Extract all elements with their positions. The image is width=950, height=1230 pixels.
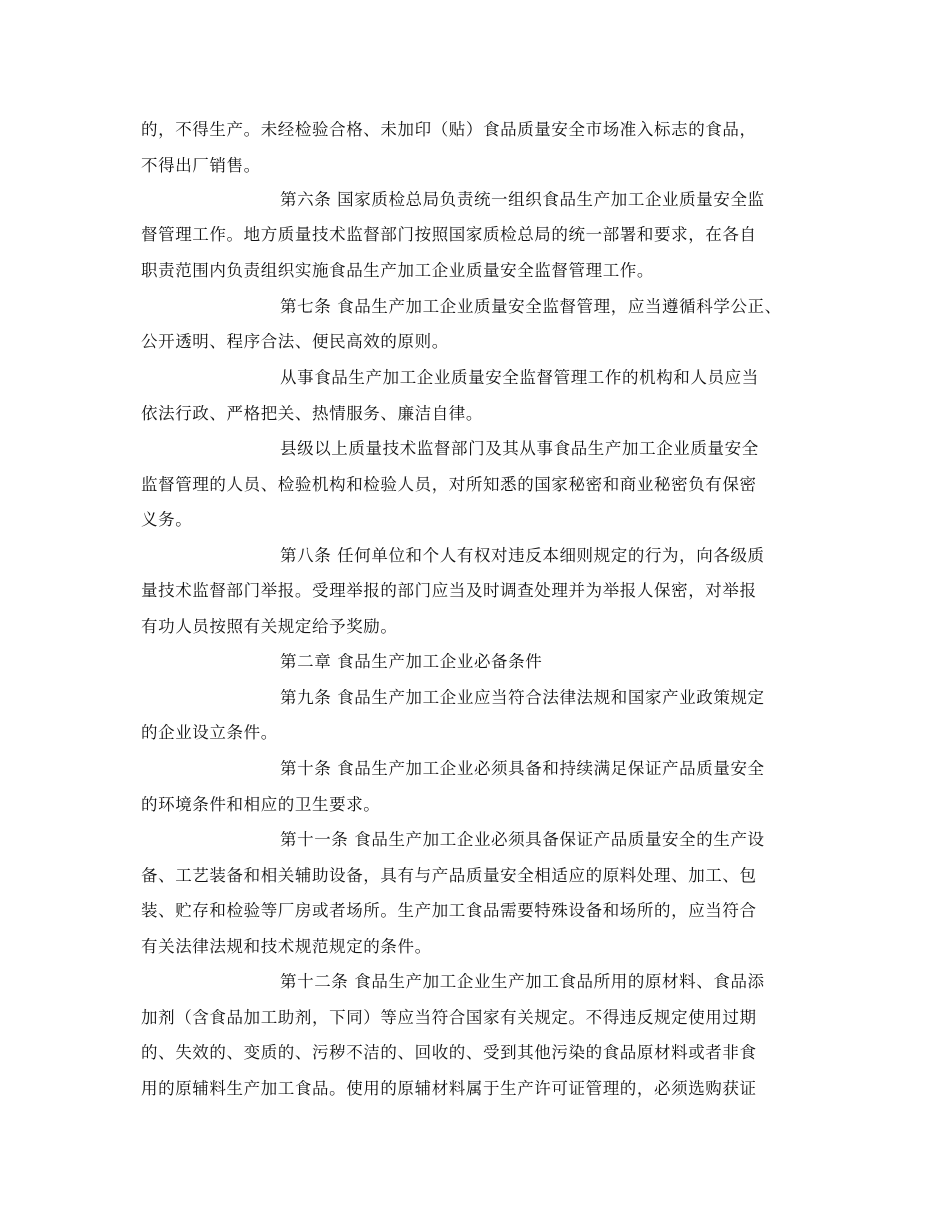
text-line: 的，不得生产。未经检验合格、未加印（贴）食品质量安全市场准入标志的食品， bbox=[141, 120, 757, 139]
text-line: 不得出厂销售。 bbox=[141, 156, 261, 175]
paragraph-start-line: 县级以上质量技术监督部门及其从事食品生产加工企业质量安全 bbox=[280, 439, 759, 458]
text-line: 监督管理的人员、检验机构和检验人员，对所知悉的国家秘密和商业秘密负有保密 bbox=[141, 475, 757, 494]
text-line: 职责范围内负责组织实施食品生产加工企业质量安全监督管理工作。 bbox=[141, 261, 654, 280]
article-12-heading-line: 第十二条 食品生产加工企业生产加工食品所用的原材料、食品添 bbox=[280, 972, 765, 991]
text-line: 依法行政、严格把关、热情服务、廉洁自律。 bbox=[141, 404, 483, 423]
text-line: 量技术监督部门举报。受理举报的部门应当及时调查处理并为举报人保密，对举报 bbox=[141, 581, 757, 600]
text-line: 义务。 bbox=[141, 510, 193, 529]
paragraph-start-line: 从事食品生产加工企业质量安全监督管理工作的机构和人员应当 bbox=[280, 368, 759, 387]
text-line: 装、贮存和检验等厂房或者场所。生产加工食品需要特殊设备和场所的，应当符合 bbox=[141, 901, 757, 920]
article-11-heading-line: 第十一条 食品生产加工企业必须具备保证产品质量安全的生产设 bbox=[280, 830, 765, 849]
text-line: 的、失效的、变质的、污秽不洁的、回收的、受到其他污染的食品原材料或者非食 bbox=[141, 1043, 757, 1062]
text-line: 有关法律法规和技术规范规定的条件。 bbox=[141, 937, 432, 956]
chapter-2-heading: 第二章 食品生产加工企业必备条件 bbox=[280, 652, 543, 671]
text-line: 用的原辅料生产加工食品。使用的原辅材料属于生产许可证管理的，必须选购获证 bbox=[141, 1079, 757, 1098]
text-line: 公开透明、程序合法、便民高效的原则。 bbox=[141, 332, 449, 351]
article-10-heading-line: 第十条 食品生产加工企业必须具备和持续满足保证产品质量安全 bbox=[280, 759, 765, 778]
article-7-heading-line: 第七条 食品生产加工企业质量安全监督管理，应当遵循科学公正、 bbox=[280, 297, 782, 316]
text-line: 备、工艺装备和相关辅助设备，具有与产品质量安全相适应的原料处理、加工、包 bbox=[141, 866, 757, 885]
article-9-heading-line: 第九条 食品生产加工企业应当符合法律法规和国家产业政策规定 bbox=[280, 688, 765, 707]
article-8-heading-line: 第八条 任何单位和个人有权对违反本细则规定的行为，向各级质 bbox=[280, 546, 765, 565]
text-line: 加剂（含食品加工助剂，下同）等应当符合国家有关规定。不得违反规定使用过期 bbox=[141, 1008, 757, 1027]
text-line: 督管理工作。地方质量技术监督部门按照国家质检总局的统一部署和要求，在各自 bbox=[141, 225, 757, 244]
text-line: 的环境条件和相应的卫生要求。 bbox=[141, 795, 381, 814]
article-6-heading-line: 第六条 国家质检总局负责统一组织食品生产加工企业质量安全监 bbox=[280, 190, 765, 209]
text-line: 的企业设立条件。 bbox=[141, 723, 278, 742]
text-line: 有功人员按照有关规定给予奖励。 bbox=[141, 617, 398, 636]
